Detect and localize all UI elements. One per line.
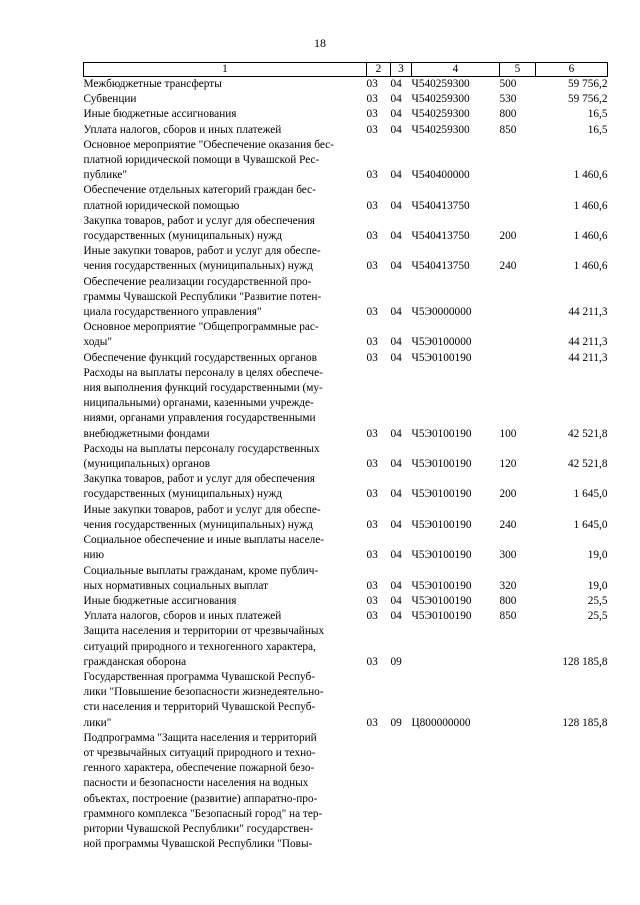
row-name: [84, 533, 367, 563]
column-header-subsection: 3: [391, 63, 412, 77]
table-row: [84, 564, 608, 594]
row-target-article: Ч540413750: [411, 230, 470, 243]
row-name: [84, 351, 367, 366]
row-name-text: Межбюджетные трансферты: [83, 78, 222, 90]
row-amount: 25,5: [587, 610, 608, 623]
row-amount: 42 521,8: [567, 458, 608, 471]
row-name-text: Защита населения и территории от чрезвычайных ситуаций природного и техногенного характера, гражданская оборона: [83, 625, 325, 668]
row-subsection: 09: [390, 716, 402, 729]
row-name-text: Закупка товаров, работ и услуг для обеспечения государственных (муниципальных) нужд: [83, 214, 315, 243]
row-name-text: Обеспечение функций государственных органов: [83, 351, 318, 364]
row-subsection: 04: [390, 306, 402, 319]
row-subsection: 04: [390, 169, 402, 182]
row-subsection: 04: [390, 518, 402, 531]
table-row: [84, 320, 608, 350]
budget-table: [83, 62, 608, 852]
row-target-article: Ч5Э0100190: [411, 488, 472, 501]
table-row: [84, 594, 608, 609]
row-target-article: Ч5Э0100190: [411, 610, 472, 623]
table-row: [84, 275, 608, 321]
row-amount: 1 460,6: [573, 199, 608, 212]
row-amount: 1 645,0: [573, 518, 608, 531]
row-section: 03: [366, 655, 378, 668]
row-name: [84, 564, 367, 594]
row-amount: 1 460,6: [573, 260, 608, 273]
row-target-article: Ч540259300: [411, 93, 470, 106]
row-subsection: 04: [390, 351, 402, 364]
row-name: [84, 472, 367, 502]
row-section: 03: [366, 458, 378, 471]
table-row: [84, 624, 608, 670]
row-name: [84, 183, 367, 213]
row-expense-type: [500, 275, 536, 321]
row-target-article: Ч540400000: [411, 169, 470, 182]
row-target-article: Ч540413750: [411, 260, 470, 273]
row-expense-type: 850: [499, 610, 517, 623]
row-section: 03: [366, 78, 378, 90]
row-target-article: Ч5Э0100190: [411, 594, 472, 607]
table-row: [84, 244, 608, 274]
row-name: [84, 503, 367, 533]
row-target-article: [412, 624, 500, 670]
row-subsection: 04: [390, 579, 402, 592]
row-amount: 128 185,8: [562, 655, 608, 668]
row-section: 03: [366, 123, 378, 136]
row-expense-type: [500, 624, 536, 670]
row-subsection: 04: [390, 549, 402, 562]
column-header-expense-type: 5: [500, 63, 536, 77]
row-name-text: Уплата налогов, сборов и иных платежей: [83, 610, 282, 623]
row-name: [84, 731, 367, 853]
row-section: 03: [366, 260, 378, 273]
row-target-article: Ч5Э0100190: [411, 518, 472, 531]
row-name-text: Подпрограмма "Защита населения и территорий от чрезвычайных ситуаций природного и техно- генного характера, обеспечение пожарной безо- пасности и безопасности населения на водных объектах, построение (развитие) аппаратно-про- граммного комплекса "Безопасный город" на тер- ритории Чувашской Республики" государствен- ной программы Чувашской Республики "Повы-: [83, 731, 323, 851]
row-section: [367, 731, 391, 853]
row-section: 03: [366, 108, 378, 121]
row-section: 03: [366, 518, 378, 531]
row-section: 03: [366, 594, 378, 607]
row-target-article: Ч540259300: [411, 108, 470, 121]
row-expense-type: [500, 138, 536, 184]
row-expense-type: [500, 183, 536, 213]
table-row: [84, 214, 608, 244]
row-name: [84, 244, 367, 274]
row-expense-type: [500, 731, 536, 853]
row-expense-type: 240: [499, 260, 517, 273]
row-name: [84, 442, 367, 472]
row-amount: 44 211,3: [568, 351, 608, 364]
row-section: 03: [366, 579, 378, 592]
row-subsection: 04: [390, 93, 402, 106]
table-row: [84, 442, 608, 472]
table-row: [84, 609, 608, 624]
row-amount: 1 460,6: [573, 169, 608, 182]
table-row: [84, 77, 608, 93]
row-expense-type: 200: [499, 488, 517, 501]
row-subsection: 04: [390, 260, 402, 273]
row-name: [84, 670, 367, 731]
row-target-article: Ч5Э0100000: [411, 336, 472, 349]
row-target-article: Ч540259300: [411, 78, 470, 90]
row-name: [84, 77, 367, 93]
row-expense-type: 530: [499, 93, 517, 106]
row-subsection: 09: [390, 655, 402, 668]
row-expense-type: 120: [499, 458, 517, 471]
row-name-text: Расходы на выплаты персоналу государственных (муниципальных) органов: [83, 442, 320, 471]
row-target-article: Ч5Э0100190: [411, 458, 472, 471]
row-section: 03: [366, 427, 378, 440]
row-expense-type: 300: [499, 549, 517, 562]
page-number: 18: [314, 36, 326, 50]
row-expense-type: 850: [499, 123, 517, 136]
row-subsection: 04: [390, 488, 402, 501]
row-name-text: Государственная программа Чувашской Респуб- лики "Повышение безопасности жизнедеятельно- сти населения и территорий Чувашской Респуб- лики": [83, 670, 324, 729]
row-section: 03: [366, 169, 378, 182]
row-name-text: Иные бюджетные ассигнования: [83, 594, 237, 607]
table-row: [84, 533, 608, 563]
row-expense-type: [500, 670, 536, 731]
row-target-article: Ч5Э0100190: [411, 427, 472, 440]
row-amount: 25,5: [587, 594, 608, 607]
row-section: 03: [366, 93, 378, 106]
row-name: [84, 624, 367, 670]
column-header-amount: 6: [536, 63, 608, 77]
row-subsection: 04: [390, 427, 402, 440]
row-section: 03: [366, 230, 378, 243]
row-amount: 44 211,3: [568, 306, 608, 319]
row-amount: 19,0: [587, 579, 608, 592]
row-subsection: 04: [390, 594, 402, 607]
row-expense-type: 320: [499, 579, 517, 592]
row-name-text: Закупка товаров, работ и услуг для обеспечения государственных (муниципальных) нужд: [83, 473, 315, 501]
row-amount: 128 185,8: [562, 716, 608, 729]
row-amount: 16,5: [587, 123, 608, 136]
row-expense-type: [500, 351, 536, 366]
row-subsection: 04: [390, 78, 402, 90]
row-amount: 59 756,2: [567, 78, 608, 90]
row-subsection: 04: [390, 230, 402, 243]
row-section: 03: [366, 199, 378, 212]
row-expense-type: 800: [499, 108, 517, 121]
row-expense-type: 500: [499, 78, 517, 90]
table-row: [84, 138, 608, 184]
row-section: 03: [366, 306, 378, 319]
table-row: [84, 503, 608, 533]
row-expense-type: 200: [499, 230, 517, 243]
row-name: [84, 214, 367, 244]
row-name: [84, 92, 367, 107]
row-amount: 16,5: [587, 108, 608, 121]
row-expense-type: 800: [499, 594, 517, 607]
row-section: 03: [366, 610, 378, 623]
row-subsection: [391, 731, 412, 853]
row-section: 03: [366, 716, 378, 729]
row-amount: 19,0: [587, 549, 608, 562]
row-amount: 42 521,8: [567, 427, 608, 440]
row-name: [84, 594, 367, 609]
row-target-article: [412, 731, 500, 853]
row-target-article: Ч5Э0000000: [411, 306, 472, 319]
table-row: [84, 731, 608, 853]
row-subsection: 04: [390, 336, 402, 349]
row-target-article: Ч5Э0100190: [411, 549, 472, 562]
row-name-text: Уплата налогов, сборов и иных платежей: [83, 123, 282, 136]
row-name: [84, 320, 367, 350]
row-target-article: Ч540259300: [411, 123, 470, 136]
table-row: [84, 351, 608, 366]
row-name-text: Расходы на выплаты персоналу в целях обеспече- ния выполнения функций государственными (му- ниципальными) органами, казенными учрежде- ниями, органами управления государственными внебюджетными фондами: [83, 366, 323, 440]
row-name-text: Обеспечение отдельных категорий граждан бес- платной юридической помощью: [83, 184, 316, 212]
row-section: 03: [366, 351, 378, 364]
row-target-article: Ц800000000: [411, 716, 471, 729]
table-row: [84, 92, 608, 107]
row-name: [84, 123, 367, 138]
row-amount: 1 645,0: [573, 488, 608, 501]
table-row: [84, 472, 608, 502]
row-name-text: Социальное обеспечение и иные выплаты населе- нию: [83, 534, 325, 562]
row-expense-type: [500, 320, 536, 350]
table-header-row: [84, 63, 608, 77]
table-row: [84, 183, 608, 213]
row-name-text: Иные закупки товаров, работ и услуг для обеспе- чения государственных (муниципальных) нужд: [83, 245, 321, 273]
row-name: [84, 275, 367, 321]
row-name: [84, 107, 367, 122]
row-subsection: 04: [390, 123, 402, 136]
row-amount: 1 460,6: [573, 230, 608, 243]
row-name: [84, 366, 367, 442]
row-section: 03: [366, 488, 378, 501]
row-name-text: Основное мероприятие "Обеспечение оказания бес- платной юридической помощи в Чувашской Рес- публике": [83, 138, 334, 182]
row-subsection: 04: [390, 199, 402, 212]
row-expense-type: 100: [499, 427, 517, 440]
row-expense-type: 240: [499, 518, 517, 531]
table-row: [84, 670, 608, 731]
row-amount: 59 756,2: [567, 93, 608, 106]
row-name-text: Иные закупки товаров, работ и услуг для обеспе- чения государственных (муниципальных) нужд: [83, 503, 321, 531]
row-target-article: Ч540413750: [411, 199, 470, 212]
row-amount: 44 211,3: [568, 336, 608, 349]
table-row: [84, 107, 608, 122]
table-row: [84, 366, 608, 442]
row-name-text: Иные бюджетные ассигнования: [83, 108, 237, 121]
row-name: [84, 138, 367, 184]
row-name-text: Социальные выплаты гражданам, кроме публич- ных нормативных социальных выплат: [83, 564, 319, 592]
row-name-text: Основное мероприятие "Общепрограммные рас- ходы": [83, 321, 319, 349]
row-amount: [536, 731, 608, 853]
row-name: [84, 609, 367, 624]
table-row: [84, 123, 608, 138]
row-name-text: Обеспечение реализации государственной про- граммы Чувашской Республики "Развитие потен- циала государственного управления": [83, 275, 322, 319]
column-header-section: 2: [367, 63, 391, 77]
column-header-target-article: 4: [412, 63, 500, 77]
row-target-article: Ч5Э0100190: [411, 579, 472, 592]
row-subsection: 04: [390, 108, 402, 121]
row-subsection: 04: [390, 610, 402, 623]
row-section: 03: [366, 336, 378, 349]
column-header-name: 1: [84, 63, 367, 77]
row-target-article: Ч5Э0100190: [411, 351, 472, 364]
row-subsection: 04: [390, 458, 402, 471]
row-section: 03: [366, 549, 378, 562]
row-name-text: Субвенции: [83, 93, 137, 106]
